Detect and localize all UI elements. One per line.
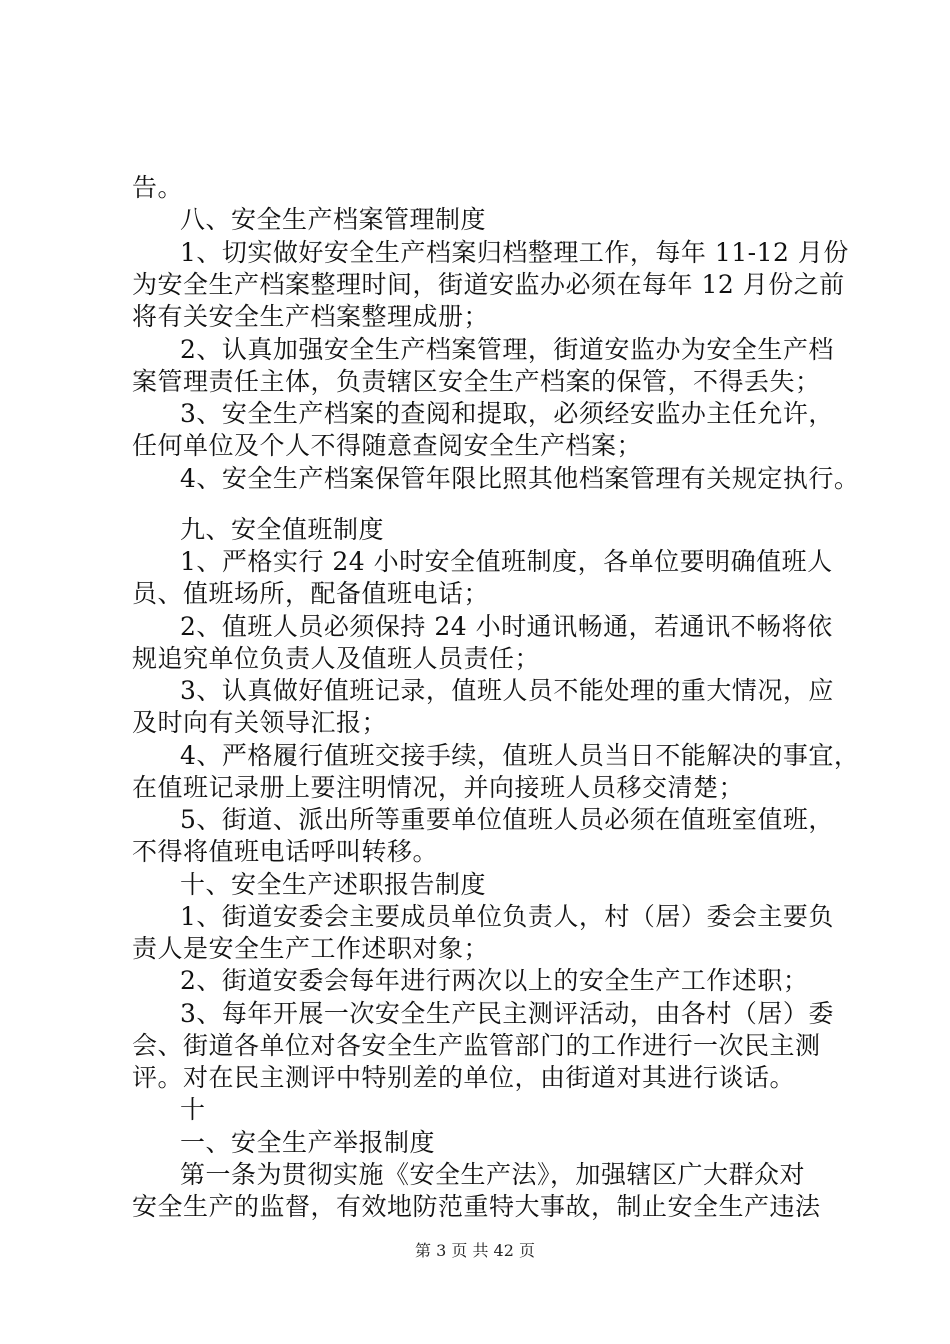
text-line: 会、街道各单位对各安全生产监管部门的工作进行一次民主测 (132, 1031, 821, 1060)
text-line: 任何单位及个人不得随意查阅安全生产档案； (132, 431, 643, 460)
section-heading: 九、安全值班制度 (180, 515, 385, 544)
text-line: 告。 (132, 173, 184, 202)
text-line: 第一条为贯彻实施《安全生产法》，加强辖区广大群众对 (180, 1160, 806, 1189)
text-line: 评。对在民主测评中特别差的单位，由街道对其进行谈话。 (132, 1063, 796, 1092)
text-line: 为安全生产档案整理时间，街道安监办必须在每年 12 月份之前 (132, 270, 845, 299)
text-line: 5、街道、派出所等重要单位值班人员必须在值班室值班， (180, 805, 834, 834)
text-line: 员、值班场所，配备值班电话； (132, 579, 490, 608)
text-line: 4、严格履行值班交接手续，值班人员当日不能解决的事宜， (180, 741, 860, 770)
text-line: 3、每年开展一次安全生产民主测评活动，由各村（居）委 (180, 999, 834, 1028)
text-line: 1、街道安委会主要成员单位负责人，村（居）委会主要负 (180, 902, 834, 931)
text-line: 4、安全生产档案保管年限比照其他档案管理有关规定执行。 (180, 464, 860, 493)
text-line: 及时向有关领导汇报； (132, 708, 388, 737)
text-line: 2、街道安委会每年进行两次以上的安全生产工作述职； (180, 966, 809, 995)
text-line: 责人是安全生产工作述职对象； (132, 934, 490, 963)
text-line: 规追究单位负责人及值班人员责任； (132, 644, 541, 673)
text-line: 不得将值班电话呼叫转移。 (132, 837, 439, 866)
text-line: 将有关安全生产档案整理成册； (132, 302, 490, 331)
section-heading: 十、安全生产述职报告制度 (180, 870, 487, 899)
text-line: 2、认真加强安全生产档案管理，街道安监办为安全生产档 (180, 335, 834, 364)
text-line: 1、严格实行 24 小时安全值班制度，各单位要明确值班人 (180, 547, 833, 576)
text-line: 2、值班人员必须保持 24 小时通讯畅通，若通讯不畅将依 (180, 612, 833, 641)
text-line: 1、切实做好安全生产档案归档整理工作，每年 11-12 月份 (180, 238, 849, 267)
section-heading: 八、安全生产档案管理制度 (180, 205, 487, 234)
section-heading: 十 (180, 1095, 206, 1124)
text-line: 3、认真做好值班记录，值班人员不能处理的重大情况，应 (180, 676, 834, 705)
text-line: 在值班记录册上要注明情况，并向接班人员移交清楚； (132, 773, 745, 802)
text-line: 安全生产的监督，有效地防范重特大事故，制止安全生产违法 (132, 1192, 821, 1221)
page-number-footer: 第 3 页 共 42 页 (415, 1241, 535, 1260)
section-heading: 一、安全生产举报制度 (180, 1128, 436, 1157)
text-line: 案管理责任主体，负责辖区安全生产档案的保管，不得丢失； (132, 367, 821, 396)
text-line: 3、安全生产档案的查阅和提取，必须经安监办主任允许， (180, 399, 834, 428)
